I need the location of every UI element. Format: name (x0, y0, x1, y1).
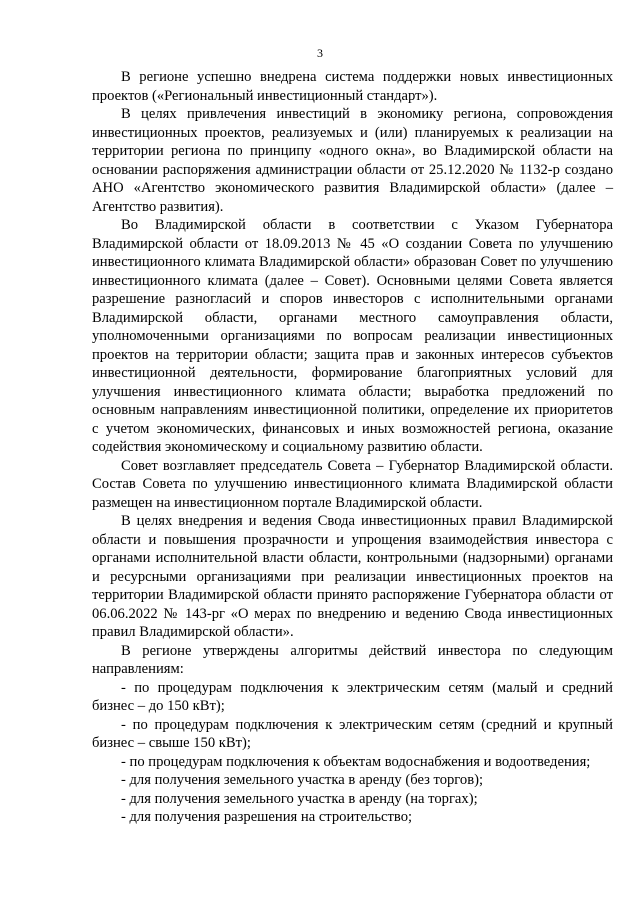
paragraph-investor-algorithms: В регионе утверждены алгоритмы действий инвестора по следующим направлениям: (92, 642, 613, 677)
paragraph-development-agency: В целях привлечения инвестиций в экономику региона, сопровождения инвестиционных проектов, реализуемых и (или) планируемых к реализации на территории региона по принципу «одного окна», во Владимирской области на основании распоряжения администрации области от 25.12.2020 № 1132-р создано АНО «Агентство экономического развития Владимирской области» (далее – Агентство развития). (92, 106, 613, 215)
paragraph-investment-council: Во Владимирской области в соответствии с Указом Губернатора Владимирской области от 18.09.2013 № 45 «О создании Совета по улучшению инвестиционного климата Владимирской области» образован Совет по улучшению инвестиционного климата (далее – Совет). Основными целями Совета является разрешение разногласий и споров инвесторов с исполнительными органами Владимирской области, органами местного самоуправления области, уполномоченными организациями по вопросам реализации инвестиционных проектов на территории области; защита прав и законных интересов субъектов инвестиционной деятельности, формирование благоприятных условий для улучшения инвестиционного климата области; выработка предложений по основным направлениям инвестиционной политики, определение их приоритетов с учетом экономических, финансовых и иных возможностей региона, оказание содействия экономическому и социальному развитию области. (92, 217, 613, 455)
paragraph-council-chair: Совет возглавляет председатель Совета – Губернатор Владимирской области. Состав Совета по улучшению инвестиционного климата Владимирской области размещен на инвестиционном портале Владимирской области. (92, 457, 613, 511)
paragraph-investment-rules: В целях внедрения и ведения Свода инвестиционных правил Владимирской области и повышения прозрачности и упрощения взаимодействия инвестора с органами исполнительной власти области, контрольными (надзорными) органами и ресурсными организациями при реализации инвестиционных проектов на территории Владимирской области принято распоряжение Губернатора области от 06.06.2022 № 143-рг «О мерах по внедрению и ведению Свода инвестиционных правил Владимирской области». (92, 513, 613, 640)
list-item: - по процедурам подключения к электрическим сетям (малый и средний бизнес – до 150 кВт); (92, 679, 613, 714)
list-item: - для получения разрешения на строительство; (121, 809, 413, 825)
list-item: - для получения земельного участка в аренду (на торгах); (121, 790, 478, 807)
paragraph-investment-standard: В регионе успешно внедрена система поддержки новых инвестиционных проектов («Региональный инвестиционный стандарт»). (92, 69, 613, 104)
list-item: - для получения земельного участка в аренду (без торгов); (121, 772, 484, 788)
document-body (92, 68, 613, 827)
list-item: - по процедурам подключения к электрическим сетям (средний и крупный бизнес – свыше 150 кВт); (92, 716, 613, 751)
list-item: - по процедурам подключения к объектам водоснабжения и водоотведения; (121, 753, 591, 770)
algorithm-list (92, 679, 613, 827)
page-number: 3 (317, 46, 323, 60)
